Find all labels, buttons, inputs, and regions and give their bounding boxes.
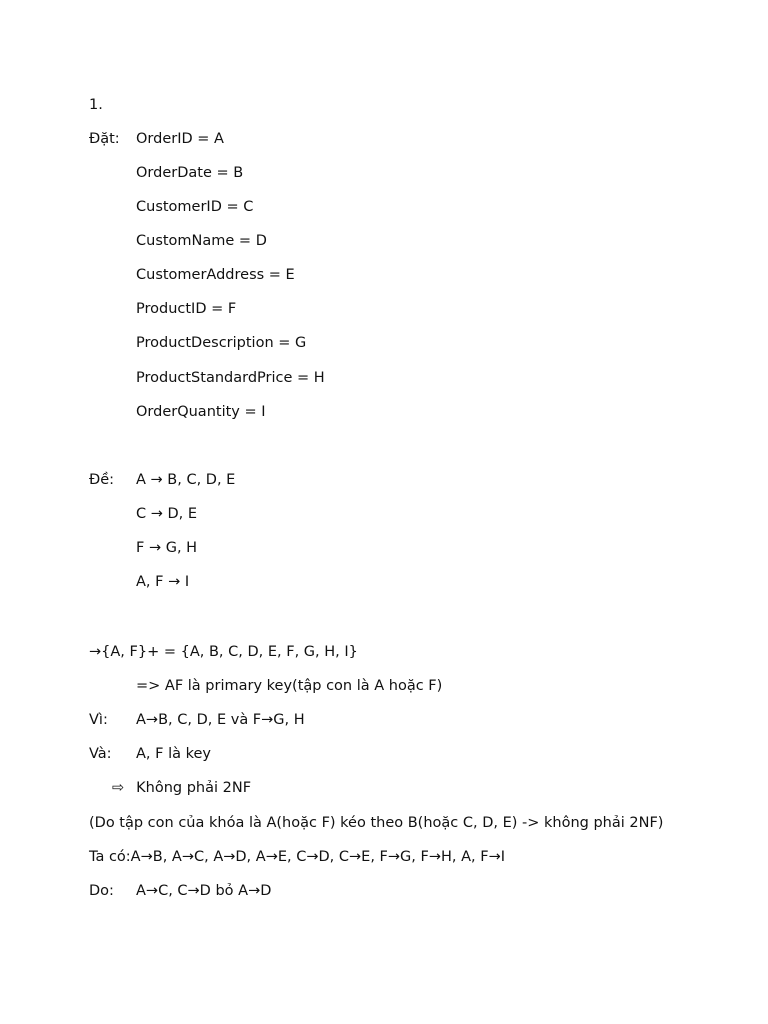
dependency-item: A → B, C, D, E: [136, 472, 236, 488]
dependency-item: F → G, H: [136, 540, 198, 556]
and-text: A, F là key: [136, 746, 211, 762]
conclusion-text: Không phải 2NF: [136, 780, 252, 796]
definition-item: OrderDate = B: [136, 165, 244, 181]
definitions-label: Đặt:: [89, 131, 120, 147]
conclusion-line: [112, 779, 251, 797]
therefore-label: Do:: [89, 883, 114, 899]
section-number: 1.: [89, 97, 103, 113]
definition-item: ProductStandardPrice = H: [136, 370, 325, 386]
primary-key-note: => AF là primary key(tập con là A hoặc F): [136, 678, 443, 694]
definition-item: ProductDescription = G: [136, 335, 307, 351]
definition-item: ProductID = F: [136, 301, 237, 317]
dependency-item: A, F → I: [136, 574, 190, 590]
problem-label: Đề:: [89, 472, 115, 488]
definition-item: OrderQuantity = I: [136, 404, 266, 420]
because-label: Vì:: [89, 712, 108, 728]
and-label: Và:: [89, 746, 112, 762]
therefore-text: A→C, C→D bỏ A→D: [136, 883, 272, 899]
definition-item: CustomerID = C: [136, 199, 254, 215]
closure-line: →{A, F}+ = {A, B, C, D, E, F, G, H, I}: [89, 644, 358, 660]
dependency-item: C → D, E: [136, 506, 198, 522]
definition-item: CustomerAddress = E: [136, 267, 295, 283]
explanation-line: (Do tập con của khóa là A(hoặc F) kéo theo B(hoặc C, D, E) -> không phải 2NF): [89, 815, 664, 831]
because-text: A→B, C, D, E và F→G, H: [136, 712, 305, 728]
definition-item: CustomName = D: [136, 233, 267, 249]
we-have-line: Ta có:A→B, A→C, A→D, A→E, C→D, C→E, F→G, F→H, A, F→I: [89, 849, 505, 865]
definition-item: OrderID = A: [136, 131, 224, 147]
right-arrow-icon: ⇨: [112, 780, 125, 796]
